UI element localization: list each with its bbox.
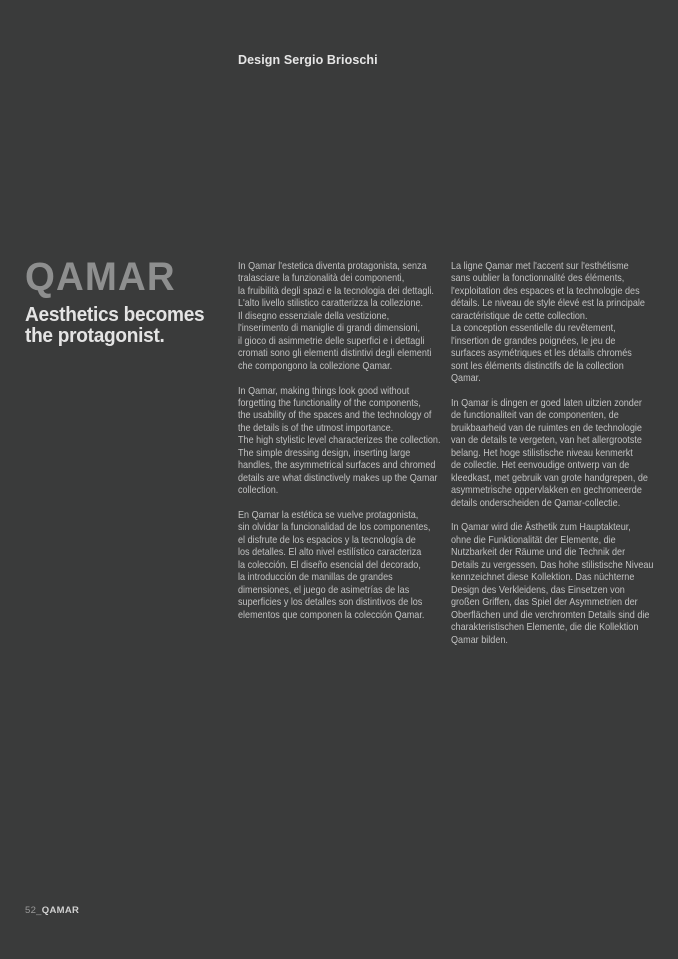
paragraph-french: La ligne Qamar met l'accent sur l'esthétisme sans oublier la fonctionnalité des éléments, l'exploitation des espaces et la technologie des détails. Le niveau de style élevé est la principale caractéristique de cette collection. La conception essentielle du revêtement, l'insertion de grandes poignées, le jeu de surfaces asymétriques et les détails chromés sont les éléments distinctifs de la collection Qamar. bbox=[451, 261, 645, 385]
text-column-left bbox=[238, 261, 468, 635]
collection-title: QAMAR bbox=[25, 255, 176, 299]
paragraph-dutch: In Qamar is dingen er goed laten uitzien zonder de functionaliteit van de componenten, de bruikbaarheid van de ruimtes en de technologie van de details te vergeten, van het allergrootste belang. Het hoge stilistische niveau kenmerkt de collectie. Het eenvoudige ontwerp van de kleedkast, met gebruik van grote handgrepen, de asymmetrische oppervlakken en gechromeerde details onderscheiden de Qamar-collectie. bbox=[451, 397, 648, 509]
paragraph-english: In Qamar, making things look good without forgetting the functionality of the components, the usability of the spaces and the technology of the details is of the utmost importance. The high stylistic level characterizes the collection. The simple dressing design, inserting large handles, the asymmetrical surfaces and chromed details are what distinctively makes up the Qamar collection. bbox=[238, 385, 441, 497]
footer-collection-name: QAMAR bbox=[41, 905, 80, 916]
paragraph-italian: In Qamar l'estetica diventa protagonista, senza tralasciare la funzionalità dei componenti, la fruibilità degli spazi e la tecnologia dei dettagli. L'alto livello stilistico caratterizza la collezione. Il disegno essenziale della vestizione, l'inserimento di maniglie di grandi dimensioni, il gioco di asimmetrie delle superfici e i dettagli cromati sono gli elementi distintivi degli elementi che compongono la collezione Qamar. bbox=[238, 261, 434, 372]
paragraph-spanish: En Qamar la estética se vuelve protagonista, sin olvidar la funcionalidad de los componentes, el disfrute de los espacios y la tecnología de los detalles. El alto nivel estilístico caracteriza la colección. El diseño esencial del decorado, la introducción de manillas de grandes dimensiones, el juego de asimetrías de las superficies y los detalles son distintivos de los elementos que componen la colección Qamar. bbox=[238, 510, 431, 621]
tagline: Aesthetics becomes the protagonist. bbox=[25, 303, 205, 347]
page-number: 52_ bbox=[25, 905, 42, 916]
text-column-right bbox=[451, 261, 678, 659]
designer-credit: Design Sergio Brioschi bbox=[238, 53, 378, 67]
page-footer bbox=[25, 905, 79, 916]
paragraph-german: In Qamar wird die Ästhetik zum Hauptakteur, ohne die Funktionalität der Elemente, die Nutzbarkeit der Räume und die Technik der Details zu vergessen. Das hohe stilistische Niveau kennzeichnet diese Kollektion. Das nüchterne Design des Verkleidens, das Einsetzen von großen Griffen, das Spiel der Asymmetrien der Oberflächen und die verchromten Details sind die charakteristischen Elemente, die die Kollektion Qamar bilden. bbox=[451, 522, 654, 646]
